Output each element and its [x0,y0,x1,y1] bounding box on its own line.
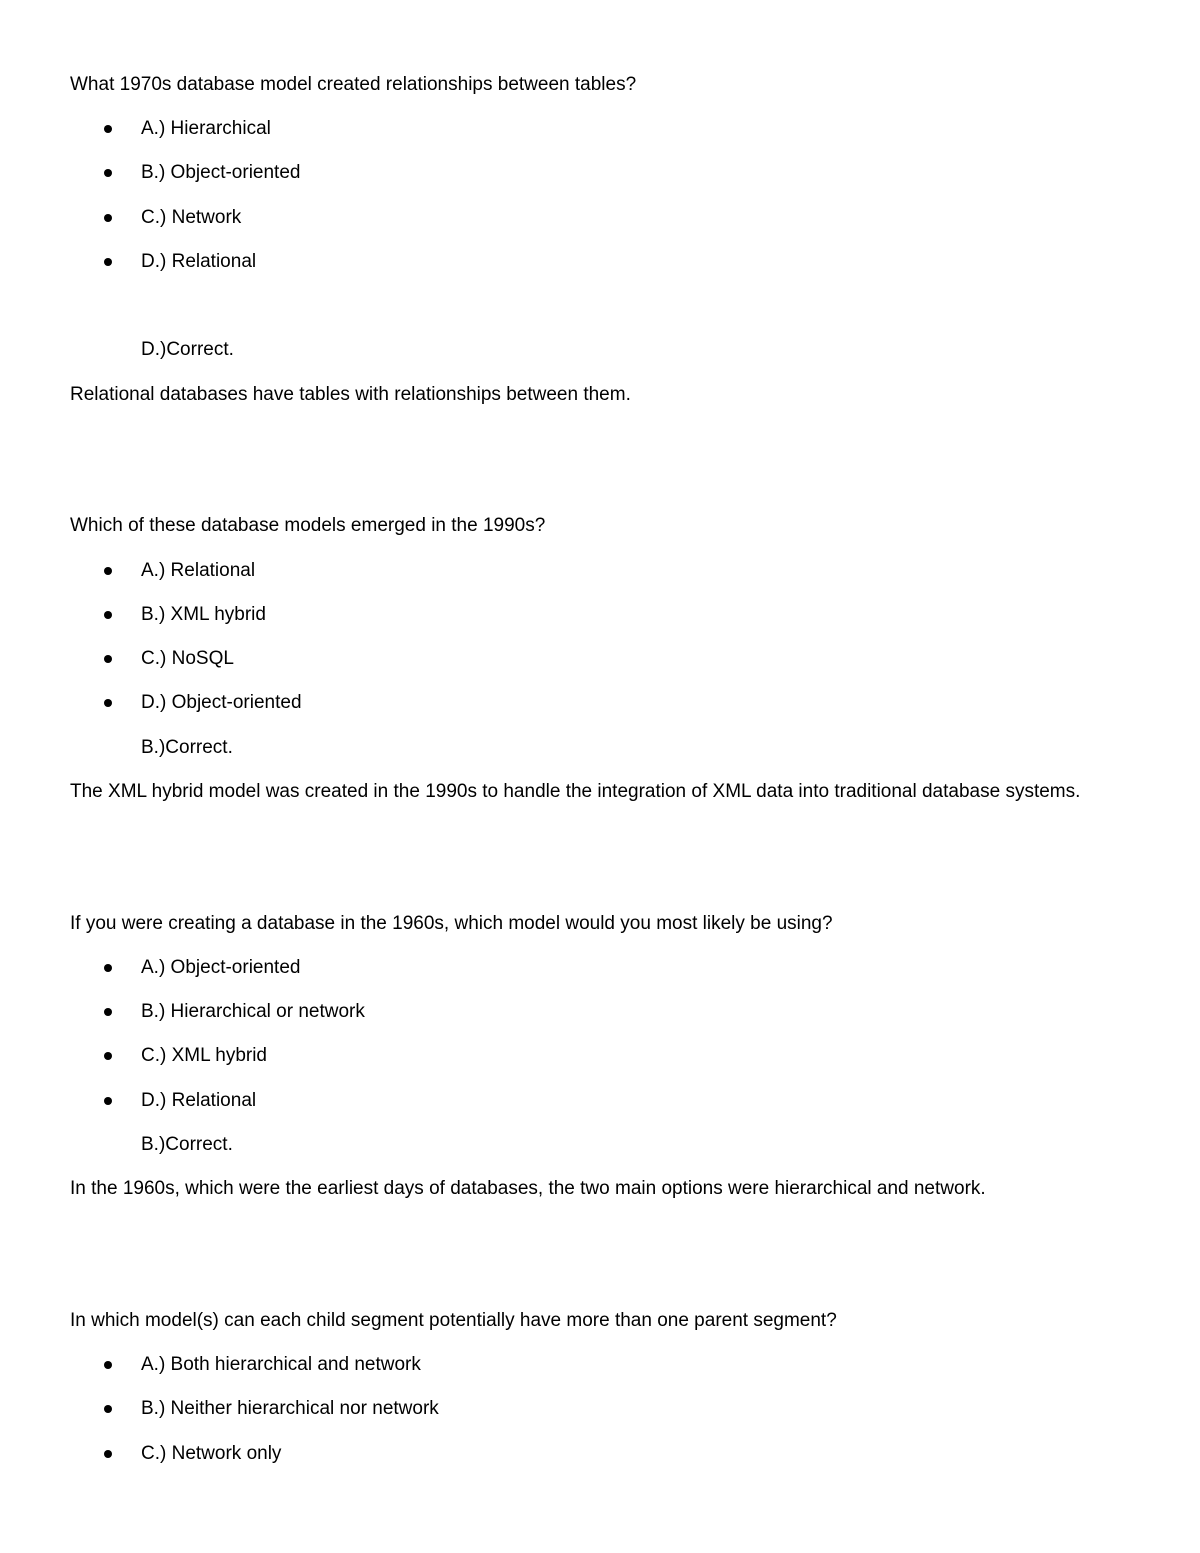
bullet-icon [104,699,112,707]
bullet-icon [104,214,112,222]
answer-option: B.) Object-oriented [141,162,301,183]
answer-option: A.) Relational [141,560,256,581]
bullet-icon [104,169,112,177]
bullet-icon [104,1405,112,1413]
question-text: Which of these database models emerged in the 1990s? [70,515,546,536]
bullet-icon [104,258,112,266]
bullet-icon [104,567,112,575]
answer-option: C.) Network only [141,1443,282,1464]
bullet-icon [104,1097,112,1105]
bullet-icon [104,1052,112,1060]
question-text: In which model(s) can each child segment potentially have more than one parent segment? [70,1310,837,1331]
bullet-icon [104,1450,112,1458]
bullet-icon [104,611,112,619]
bullet-icon [104,1008,112,1016]
answer-explanation: Relational databases have tables with relationships between them. [70,384,631,405]
answer-status: B.)Correct. [141,737,233,758]
answer-status: D.)Correct. [141,339,234,360]
answer-option: A.) Both hierarchical and network [141,1354,421,1375]
question-text: If you were creating a database in the 1960s, which model would you most likely be using? [70,913,833,934]
answer-option: A.) Object-oriented [141,957,301,978]
answer-option: D.) Relational [141,251,257,272]
bullet-icon [104,655,112,663]
bullet-icon [104,1361,112,1369]
answer-option: B.) Neither hierarchical nor network [141,1398,439,1419]
answer-explanation: In the 1960s, which were the earliest days of databases, the two main options were hierarchical and network. [70,1178,986,1199]
answer-option: C.) NoSQL [141,648,234,669]
answer-option: A.) Hierarchical [141,118,271,139]
answer-option: C.) Network [141,207,242,228]
answer-status: B.)Correct. [141,1134,233,1155]
answer-option: D.) Relational [141,1090,257,1111]
bullet-icon [104,125,112,133]
bullet-icon [104,964,112,972]
answer-option: D.) Object-oriented [141,692,302,713]
answer-option: C.) XML hybrid [141,1045,267,1066]
answer-option: B.) Hierarchical or network [141,1001,365,1022]
question-text: What 1970s database model created relationships between tables? [70,74,637,95]
answer-explanation: The XML hybrid model was created in the 1990s to handle the integration of XML data into traditional database systems. [70,781,1081,802]
answer-option: B.) XML hybrid [141,604,266,625]
